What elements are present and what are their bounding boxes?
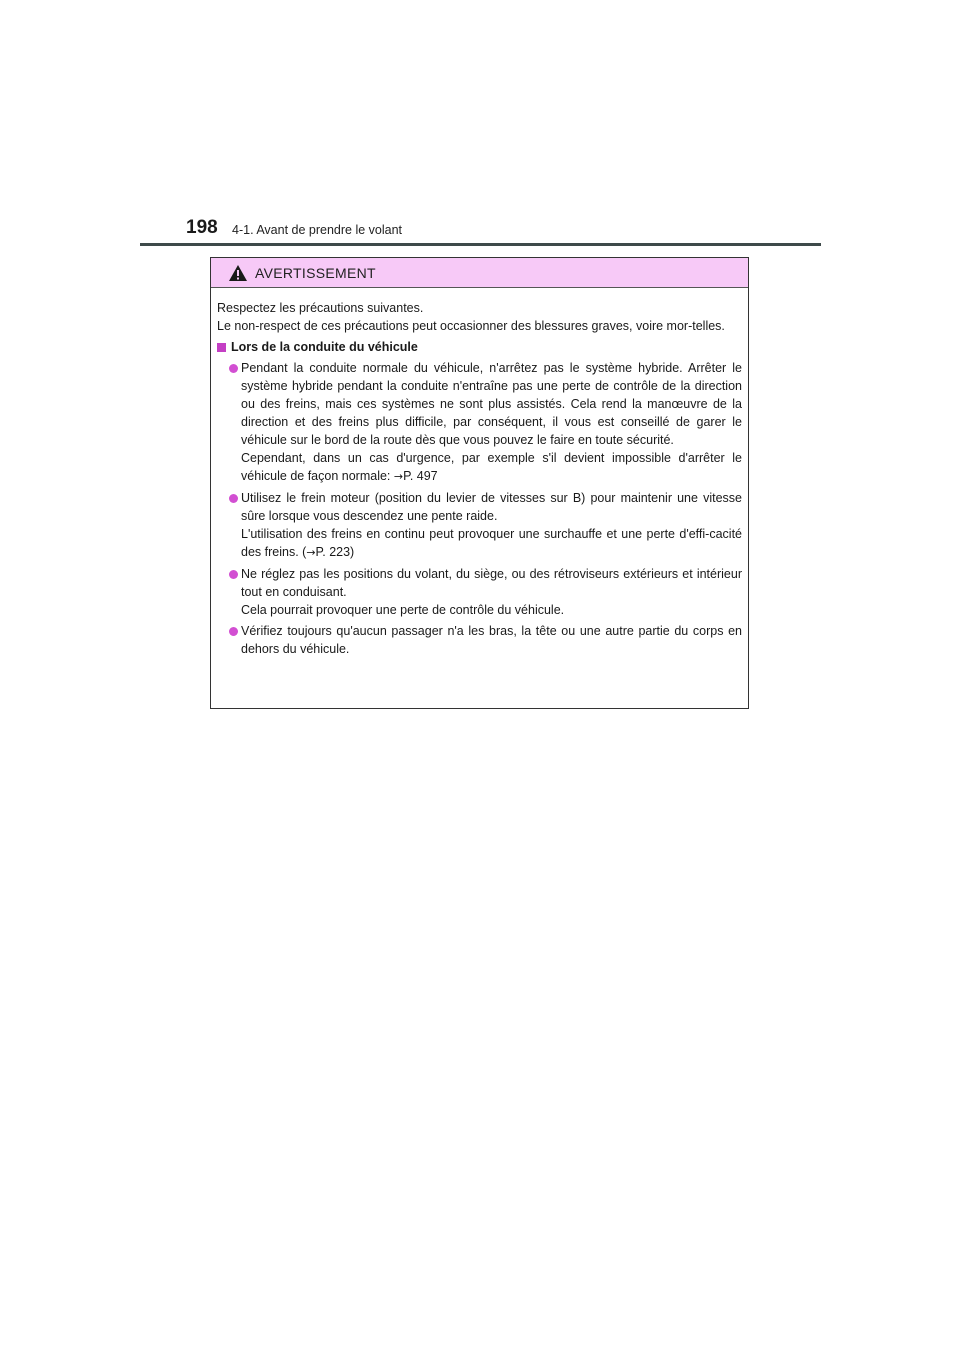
warning-body [211,288,748,658]
list-item [217,489,742,562]
item-text: L'utilisation des freins en continu peut provoquer une surchauffe et une perte d'effi-cacité des freins. ( [241,527,742,559]
bullet-dot-icon [229,364,238,373]
subheading-label: Lors de la conduite du véhicule [231,340,418,354]
item-paragraph: Pendant la conduite normale du véhicule, n'arrêtez pas le système hybride. Arrêter le système hybride pendant la conduite n'entraîne pas une perte de contrôle de la direction ou des freins, mais ces systèmes ne sont plus assistés. Cela rend la manœuvre de la direction et des freins plus difficile, par conséquent, il vous est conseillé de garer le véhicule sur le bord de la route dès que vous pouvez le faire en toute sécurité. [241,361,742,447]
item-paragraph [241,525,742,562]
section-title: 4-1. Avant de prendre le volant [232,223,403,237]
intro-line: Respectez les précautions suivantes. [217,301,424,315]
list-item [217,359,742,486]
item-paragraph: Vérifiez toujours qu'aucun passager n'a les bras, la tête ou une autre partie du corps en dehors du véhicule. [241,624,742,656]
item-paragraph: Utilisez le frein moteur (position du levier de vitesses sur B) pour maintenir une vitesse sûre lorsque vous descendez une pente raide. [241,491,742,523]
item-text: Cependant, dans un cas d'urgence, par exemple s'il devient impossible d'arrêter le véhicule de façon normale: [241,451,742,483]
list-item [217,565,742,619]
bullet-dot-icon [229,627,238,636]
page-number: 198 [186,217,218,238]
warning-title: AVERTISSEMENT [255,264,376,281]
warning-intro [217,299,742,335]
bullet-dot-icon [229,570,238,579]
item-paragraph: Cela pourrait provoquer une perte de contrôle du véhicule. [241,603,565,617]
intro-line: Le non-respect de ces précautions peut occasionner des blessures graves, voire mor-telles. [217,319,725,333]
arrow-right-icon: → [306,546,316,559]
warning-triangle-icon [228,264,248,282]
bullet-dot-icon [229,494,238,503]
arrow-right-icon: → [393,470,404,483]
square-bullet-icon [217,343,226,352]
warning-header [211,258,748,288]
item-paragraph [241,449,742,486]
header-rule [140,243,821,246]
page-reference: P. 223) [315,545,355,559]
page-reference: P. 497 [403,469,438,483]
warning-box [210,257,749,709]
subheading [217,338,742,356]
item-paragraph: Ne réglez pas les positions du volant, du siège, ou des rétroviseurs extérieurs et intérieur tout en conduisant. [241,567,742,599]
list-item [217,622,742,658]
